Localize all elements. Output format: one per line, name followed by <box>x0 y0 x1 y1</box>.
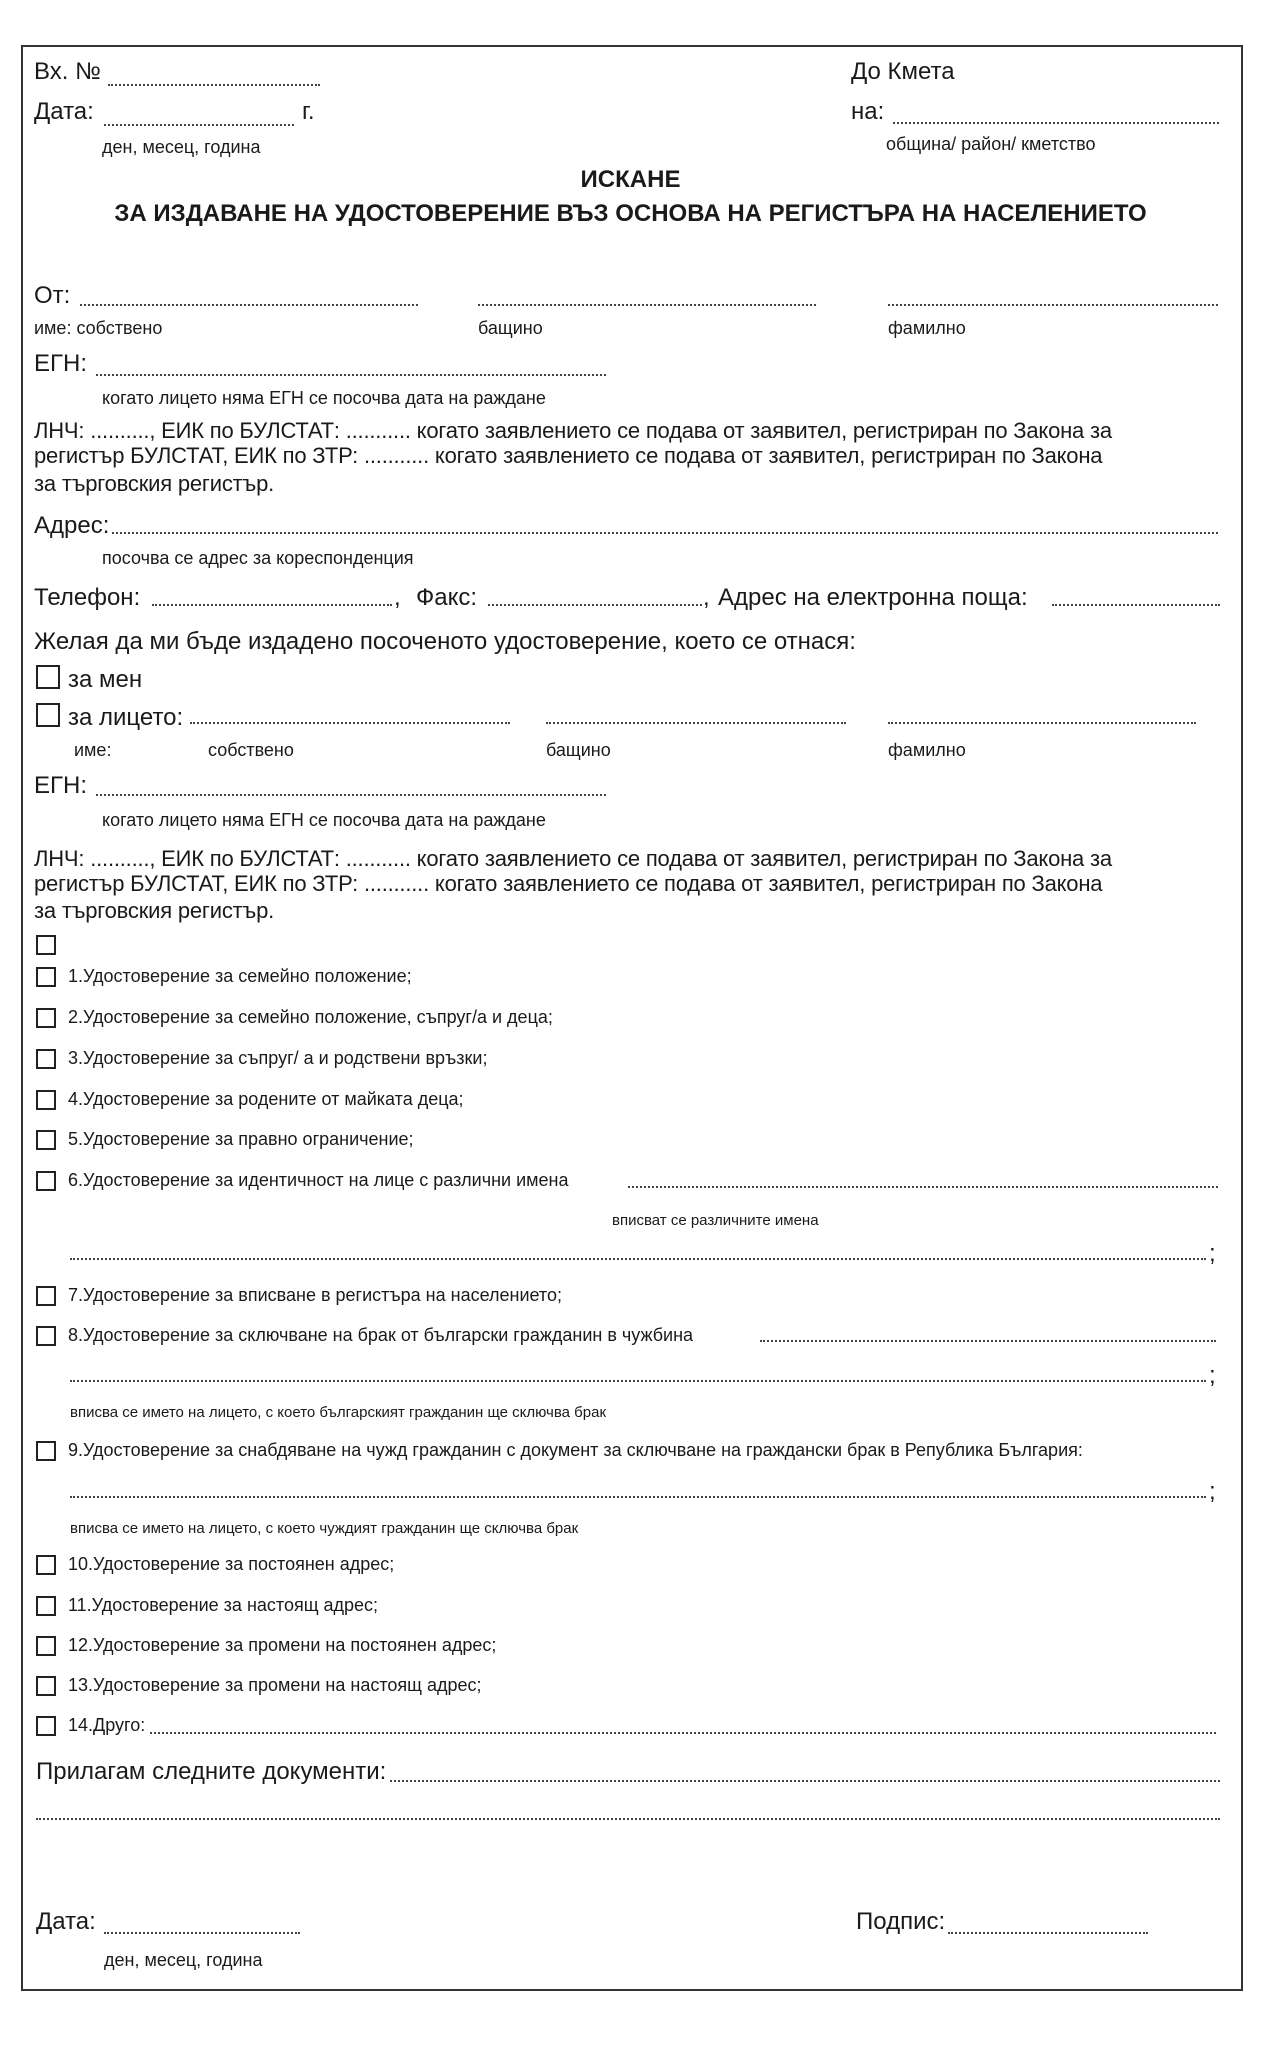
person-last-name-field[interactable] <box>888 722 1196 724</box>
applicant-lnch-line2: регистър БУЛСТАТ, ЕИК по ЗТР: ........... когато заявлението се подава от заявител, регистриран по Закона <box>34 443 1103 468</box>
certificate-8-checkbox[interactable] <box>36 1326 56 1346</box>
attachments-field[interactable] <box>390 1780 1220 1782</box>
applicant-first-name-field[interactable] <box>80 304 418 306</box>
form-title: ИСКАНЕ <box>580 166 681 193</box>
certificate-6-hint: вписват се различните имена <box>612 1212 819 1229</box>
for-person-label: за лицето: <box>68 704 184 731</box>
person-middle-name-hint: бащино <box>546 740 611 760</box>
email-label: Адрес на електронна поща: <box>718 584 1028 611</box>
certificate-6-checkbox[interactable] <box>36 1171 56 1191</box>
certificate-9-label: 9.Удостоверение за снабдяване на чужд гражданин с документ за сключване на граждански брак в Република България: <box>68 1440 1083 1460</box>
date-suffix: г. <box>302 98 315 125</box>
applicant-middle-name-hint: бащино <box>478 318 543 338</box>
attachments-field-2[interactable] <box>36 1818 1220 1820</box>
phone-label: Телефон: <box>34 584 141 611</box>
person-last-name-hint: фамилно <box>888 740 966 760</box>
address-field[interactable] <box>112 532 1218 534</box>
certificate-13-label: 13.Удостоверение за промени на настоящ адрес; <box>68 1675 482 1695</box>
fax-label: Факс: <box>416 584 478 611</box>
for-me-label: за мен <box>68 666 143 693</box>
certificate-10-label: 10.Удостоверение за постоянен адрес; <box>68 1554 395 1574</box>
incoming-number-label: Вх. № <box>34 58 101 85</box>
applicant-lnch-line3: за търговския регистър. <box>34 471 275 496</box>
to-mayor-label: До Кмета <box>851 58 955 85</box>
for-person-checkbox[interactable] <box>36 703 60 727</box>
address-hint: посочва се адрес за кореспонденция <box>102 548 414 568</box>
certificate-2-label: 2.Удостоверение за семейно положение, съпруг/а и деца; <box>68 1007 553 1027</box>
certificate-14-label: 14.Друго: <box>68 1715 146 1735</box>
certificate-5-checkbox[interactable] <box>36 1130 56 1150</box>
footer-date-hint: ден, месец, година <box>104 1950 263 1970</box>
certificate-11-checkbox[interactable] <box>36 1596 56 1616</box>
applicant-first-name-hint: име: собствено <box>34 318 163 338</box>
date-field[interactable] <box>104 124 294 126</box>
municipality-label: на: <box>851 98 885 125</box>
signature-label: Подпис: <box>856 1908 946 1935</box>
applicant-egn-field[interactable] <box>96 374 606 376</box>
certificate-8-name-field-2[interactable] <box>70 1380 1206 1382</box>
certificate-2-checkbox[interactable] <box>36 1008 56 1028</box>
certificate-11-label: 11.Удостоверение за настоящ адрес; <box>68 1595 379 1615</box>
certificate-5-label: 5.Удостоверение за правно ограничение; <box>68 1129 414 1149</box>
date-label: Дата: <box>34 98 94 125</box>
applicant-egn-hint: когато лицето няма ЕГН се посочва дата на раждане <box>102 388 546 408</box>
person-first-name-field[interactable] <box>190 722 510 724</box>
certificate-12-label: 12.Удостоверение за промени на постоянен адрес; <box>68 1635 497 1655</box>
certificate-4-checkbox[interactable] <box>36 1090 56 1110</box>
certificate-14-checkbox[interactable] <box>36 1716 56 1736</box>
applicant-egn-label: ЕГН: <box>34 350 88 377</box>
certificate-14-other-field[interactable] <box>150 1732 1216 1734</box>
certificate-3-label: 3.Удостоверение за съпруг/ а и родствени връзки; <box>68 1048 488 1068</box>
certificate-9-checkbox[interactable] <box>36 1441 56 1461</box>
footer-date-label: Дата: <box>36 1908 96 1935</box>
from-label: От: <box>34 282 71 309</box>
person-middle-name-field[interactable] <box>546 722 846 724</box>
certificate-8-label: 8.Удостоверение за сключване на брак от български гражданин в чужбина <box>68 1325 694 1345</box>
incoming-number-field[interactable] <box>108 84 320 86</box>
certificate-9-name-field[interactable] <box>70 1496 1206 1498</box>
blank-checkbox[interactable] <box>36 935 56 955</box>
applicant-lnch-line1: ЛНЧ: .........., ЕИК по БУЛСТАТ: ........... когато заявлението се подава от заявител, регистриран по Закона за <box>34 418 1112 443</box>
person-lnch-line3: за търговския регистър. <box>34 898 275 923</box>
phone-comma: , <box>394 584 401 611</box>
person-egn-hint: когато лицето няма ЕГН се посочва дата на раждане <box>102 810 546 830</box>
certificate-8-name-field[interactable] <box>760 1340 1216 1342</box>
person-lnch-line2: регистър БУЛСТАТ, ЕИК по ЗТР: ........... когато заявлението се подава от заявител, регистриран по Закона <box>34 871 1103 896</box>
phone-field[interactable] <box>152 604 392 606</box>
address-label: Адрес: <box>34 512 110 539</box>
person-egn-label: ЕГН: <box>34 772 88 799</box>
footer-date-field[interactable] <box>104 1932 300 1934</box>
date-hint: ден, месец, година <box>102 137 261 157</box>
certificate-1-label: 1.Удостоверение за семейно положение; <box>68 966 412 986</box>
certificate-6-names-field[interactable] <box>628 1186 1218 1188</box>
certificate-9-semicolon: ; <box>1209 1478 1216 1505</box>
certificate-4-label: 4.Удостоверение за родените от майката деца; <box>68 1089 464 1109</box>
applicant-last-name-hint: фамилно <box>888 318 966 338</box>
applicant-last-name-field[interactable] <box>888 304 1218 306</box>
signature-field[interactable] <box>948 1932 1148 1934</box>
certificate-6-semicolon: ; <box>1209 1240 1216 1267</box>
fax-comma: , <box>703 584 710 611</box>
certificate-7-checkbox[interactable] <box>36 1286 56 1306</box>
certificate-6-label: 6.Удостоверение за идентичност на лице с различни имена <box>68 1170 569 1190</box>
person-first-name-hint: собствено <box>208 740 294 760</box>
applicant-middle-name-field[interactable] <box>478 304 816 306</box>
certificate-7-label: 7.Удостоверение за вписване в регистъра на населението; <box>68 1285 562 1305</box>
person-lnch-line1: ЛНЧ: .........., ЕИК по БУЛСТАТ: ........... когато заявлението се подава от заявител, регистриран по Закона за <box>34 846 1112 871</box>
certificate-3-checkbox[interactable] <box>36 1049 56 1069</box>
form-subtitle: ЗА ИЗДАВАНЕ НА УДОСТОВЕРЕНИЕ ВЪЗ ОСНОВА НА РЕГИСТЪРА НА НАСЕЛЕНИЕТО <box>114 200 1147 227</box>
certificate-12-checkbox[interactable] <box>36 1636 56 1656</box>
request-intro: Желая да ми бъде издадено посоченото удостоверение, което се отнася: <box>34 628 856 655</box>
person-name-hint: име: <box>74 740 112 760</box>
for-me-checkbox[interactable] <box>36 665 60 689</box>
fax-field[interactable] <box>488 604 702 606</box>
certificate-13-checkbox[interactable] <box>36 1676 56 1696</box>
email-field[interactable] <box>1052 604 1220 606</box>
person-egn-field[interactable] <box>96 794 606 796</box>
certificate-9-hint: вписва се името на лицето, с което чуждият гражданин ще сключва брак <box>70 1520 579 1537</box>
certificate-6-names-field-2[interactable] <box>70 1258 1206 1260</box>
certificate-8-semicolon: ; <box>1209 1362 1216 1389</box>
municipality-field[interactable] <box>893 122 1219 124</box>
municipality-hint: община/ район/ кметство <box>886 134 1096 154</box>
attachments-label: Прилагам следните документи: <box>36 1758 387 1785</box>
certificate-8-hint: вписва се името на лицето, с което българският гражданин ще сключва брак <box>70 1404 607 1421</box>
certificate-1-checkbox[interactable] <box>36 967 56 987</box>
certificate-10-checkbox[interactable] <box>36 1555 56 1575</box>
